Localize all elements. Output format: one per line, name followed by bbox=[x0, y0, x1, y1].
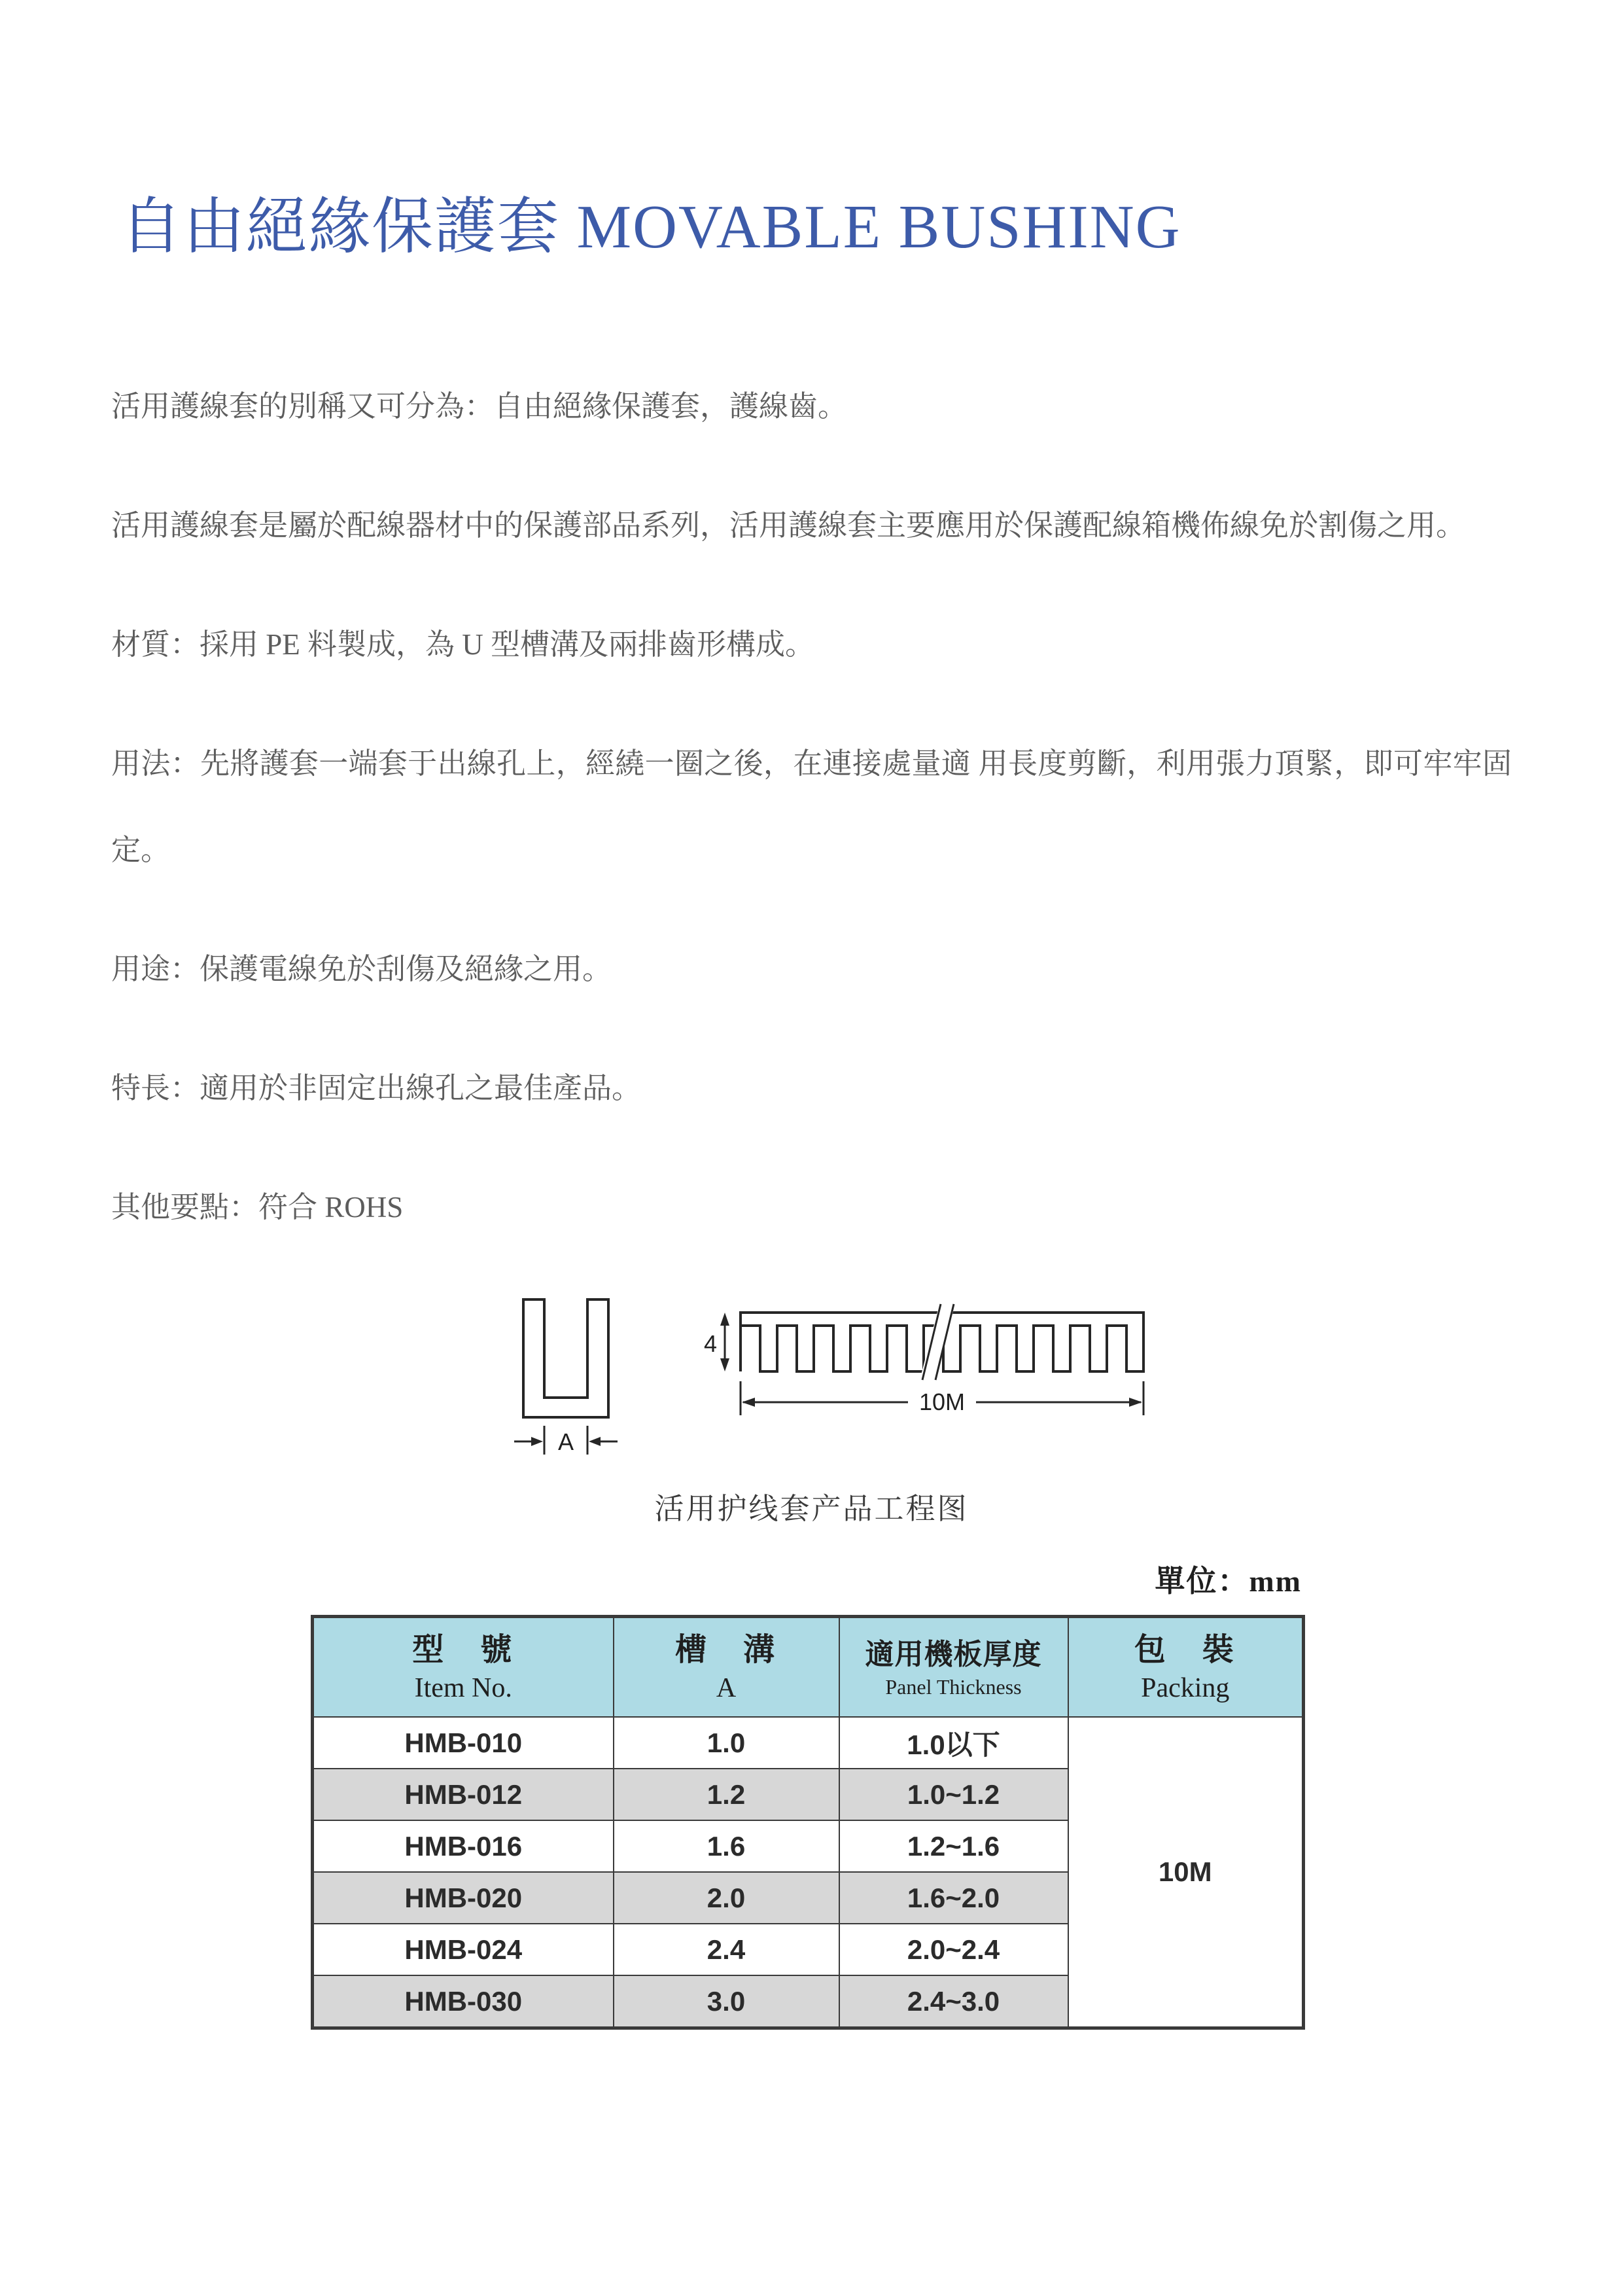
u-channel-outline bbox=[523, 1299, 608, 1417]
thickness-cell: 1.0以下 bbox=[839, 1717, 1068, 1769]
header-row bbox=[313, 1617, 1304, 1718]
groove-cell: 1.6 bbox=[614, 1820, 839, 1872]
column-header-groove bbox=[614, 1617, 839, 1718]
toothed-strip-diagram bbox=[700, 1290, 1158, 1460]
item-no-cell: HMB-010 bbox=[313, 1717, 614, 1769]
u-channel-diagram bbox=[504, 1290, 628, 1460]
item-no-cell: HMB-020 bbox=[313, 1872, 614, 1924]
column-header-panel-thickness bbox=[839, 1617, 1068, 1718]
paragraph-rohs: 其他要點：符合 ROHS bbox=[111, 1191, 404, 1224]
item-no-cell: HMB-024 bbox=[313, 1924, 614, 1975]
item-no-cell: HMB-016 bbox=[313, 1820, 614, 1872]
column-header-item-no bbox=[313, 1617, 614, 1718]
column-header-item-no-zh: 型 號 bbox=[412, 1633, 515, 1668]
column-header-groove-en: A bbox=[716, 1673, 737, 1704]
groove-cell: 1.0 bbox=[614, 1717, 839, 1769]
spec-table bbox=[311, 1615, 1305, 2030]
column-header-panel-thickness-zh: 適用機板厚度 bbox=[865, 1638, 1042, 1671]
column-header-packing-en: Packing bbox=[1141, 1673, 1230, 1704]
dim-4-arrow-top bbox=[720, 1313, 729, 1326]
column-header-groove-zh: 槽 溝 bbox=[674, 1633, 777, 1668]
paragraph-feature: 特長：適用於非固定出線孔之最佳產品。 bbox=[111, 1072, 642, 1104]
dim-10m-label: 10M bbox=[918, 1388, 966, 1415]
paragraph-material: 材質：採用 PE 料製成，為 U 型槽溝及兩排齒形構成。 bbox=[111, 628, 815, 661]
dim-a-arrow-right bbox=[589, 1437, 601, 1446]
dim-a-arrow-left bbox=[531, 1437, 543, 1446]
dim-4-label: 4 bbox=[704, 1330, 718, 1357]
groove-cell: 2.4 bbox=[614, 1924, 839, 1975]
dim-10m-arrow-right bbox=[1129, 1398, 1142, 1407]
item-no-cell: HMB-030 bbox=[313, 1975, 614, 2028]
table-row bbox=[313, 1717, 1304, 1769]
dim-4-arrow-bottom bbox=[720, 1358, 729, 1371]
thickness-cell: 2.4~3.0 bbox=[839, 1975, 1068, 2028]
thickness-cell: 1.2~1.6 bbox=[839, 1820, 1068, 1872]
dim-10m-arrow-left bbox=[742, 1398, 755, 1407]
column-header-item-no-en: Item No. bbox=[414, 1673, 512, 1704]
groove-cell: 1.2 bbox=[614, 1769, 839, 1820]
engineering-diagram bbox=[504, 1290, 1512, 1460]
thickness-cell: 1.6~2.0 bbox=[839, 1872, 1068, 1924]
unit-label: 單位：mm bbox=[1155, 1564, 1302, 1598]
paragraph-purpose: 用途：保護電線免於刮傷及絕緣之用。 bbox=[111, 953, 612, 985]
diagram-caption: 活用护线套产品工程图 bbox=[654, 1492, 969, 1525]
column-header-packing bbox=[1068, 1617, 1304, 1718]
paragraph-alias: 活用護線套的別稱又可分為：自由絕緣保護套，護線齒。 bbox=[111, 390, 848, 423]
groove-cell: 3.0 bbox=[614, 1975, 839, 2028]
column-header-packing-zh: 包 裝 bbox=[1134, 1633, 1236, 1668]
dim-a-label: A bbox=[557, 1428, 574, 1455]
paragraph-usage: 用法：先將護套一端套于出線孔上，經繞一圈之後，在連接處量適 用長度剪斷，利用張力頂緊，即可牢牢固定。 bbox=[111, 747, 1512, 866]
thickness-cell: 2.0~2.4 bbox=[839, 1924, 1068, 1975]
item-no-cell: HMB-012 bbox=[313, 1769, 614, 1820]
paragraph-overview: 活用護線套是屬於配線器材中的保護部品系列，活用護線套主要應用於保護配線箱機佈線免於割傷之用。 bbox=[111, 509, 1466, 542]
page-title: 自由絕緣保護套 MOVABLE BUSHING bbox=[120, 193, 1181, 261]
packing-cell: 10M bbox=[1068, 1717, 1304, 2028]
thickness-cell: 1.0~1.2 bbox=[839, 1769, 1068, 1820]
column-header-panel-thickness-en: Panel Thickness bbox=[885, 1674, 1022, 1699]
groove-cell: 2.0 bbox=[614, 1872, 839, 1924]
